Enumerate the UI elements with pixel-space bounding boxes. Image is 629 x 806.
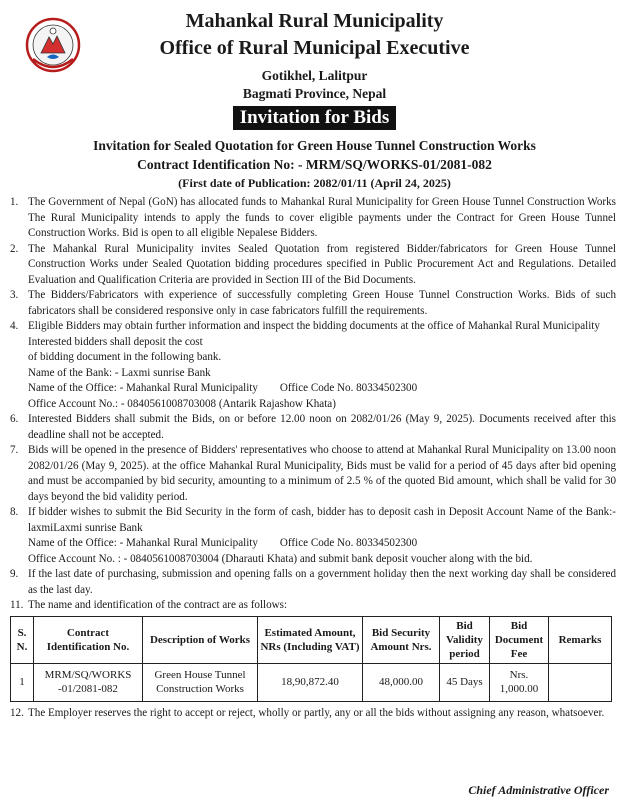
list-item: 8. If bidder wishes to submit the Bid Security in the form of cash, bidder has to deposit cash in Deposit Account Name of the Bank:-laxmiLaxmi sunrise Bank Name of the Office: - Mahankal Rural Municipality Office Code No. 80334502300 Office Account No. : - 0840561008703004 (Dharauti Khata) and submit bank deposit voucher along with the bid. — [10, 506, 616, 565]
notice-body — [10, 195, 616, 721]
publication-date: (First date of Publication: 2082/01/11 (April 24, 2025) — [178, 176, 451, 190]
contract-id-title: Contract Identification No: - MRM/SQ/WORKS-01/2081-082 — [137, 157, 492, 172]
col-document-fee: Bid Document Fee — [490, 616, 549, 663]
col-remarks: Remarks — [549, 616, 612, 663]
list-item: 1. The Government of Nepal (GoN) has allocated funds to Mahankal Rural Municipality for Green House Tunnel Construction Works The Rural Municipality intends to apply the funds to cover eligible payments under the Contract for Green House Tunnel Construction Works. Bid is open to all eligible Nepalese Bidders. — [10, 196, 616, 239]
list-item: 12. The Employer reserves the right to accept or reject, wholly or partly, any or all the bids without assigning any reason, whatsoever. — [10, 706, 605, 719]
address-line: Gotikhel, Lalitpur — [261, 68, 368, 83]
list-item: 11. The name and identification of the contract are as follows: — [10, 599, 288, 611]
col-estimated-amount: Estimated Amount, NRs (Including VAT) — [258, 616, 363, 663]
col-sn: S. N. — [11, 616, 34, 663]
invitation-banner: Invitation for Bids — [233, 106, 397, 130]
col-contract-id: Contract Identification No. — [34, 616, 143, 663]
list-item: 7. Bids will be opened in the presence of Bidders' representatives who choose to attend at Mahankal Rural Municipality on 13.00 noon 2082/01/26 (May 9, 2025). at the office Mahankal Rural Municipality, Bids must be valid for a period of 45 days after bid opening and must be accompanied by bid security, amounting to a minimum of 2.5 % of the quoted Bid amount, which shall be valid for 30 days beyond the bid validity period. — [10, 444, 616, 503]
table-row: 1 MRM/SQ/WORKS -01/2081-082 Green House Tunnel Construction Works 18,90,872.40 48,000.00 45 Days Nrs. 1,000.00 — [11, 663, 612, 701]
list-item: 2. The Mahankal Rural Municipality invites Sealed Quotation from registered Bidder/fabricators for Green House Tunnel Construction Works under Sealed Quotation bidding procedures specified in Public Procurement Act and Regulations. Detailed Evaluation and Qualification Criteria are provided in Section III of the Bid Documents. — [10, 242, 616, 286]
list-item: 4. Eligible Bidders may obtain further information and inspect the bidding documents at the office of Mahankal Rural Municipality Interested bidders shall deposit the cost of bidding document in the following bank. Name of the Bank: - Laxmi sunrise Bank Name of the Office: - Mahankal Rural Municipality Office Code No. 80334502300 Office Account No.: - 0840561008703008 (Antarik Rajashow Khata) — [10, 320, 600, 410]
col-bid-validity: Bid Validity period — [440, 616, 490, 663]
signatory: Chief Administrative Officer — [468, 783, 609, 797]
province-line: Bagmati Province, Nepal — [242, 86, 387, 101]
table-header-row — [11, 616, 612, 663]
contract-table — [10, 616, 612, 702]
quotation-title: Invitation for Sealed Quotation for Green House Tunnel Construction Works — [93, 138, 536, 153]
list-item: 3. The Bidders/Fabricators with experience of successfully completing Green House Tunnel Construction Works. Bids of such fabricators shall be considered responsive only in case fabricators fulfill the requirements. — [10, 289, 616, 317]
municipality-title: Mahankal Rural Municipality — [185, 10, 444, 32]
col-bid-security: Bid Security Amount Nrs. — [363, 616, 440, 663]
office-title: Office of Rural Municipal Executive — [159, 37, 470, 59]
col-description: Description of Works — [143, 616, 258, 663]
list-item: 9. If the last date of purchasing, submission and opening falls on a government holiday then the next working day shall be considered as the last day. — [10, 568, 616, 596]
list-item: 6. Interested Bidders shall submit the Bids, on or before 12.00 noon on 2082/01/26 (May 9, 2025). Documents received after this deadline shall not be accepted. — [10, 413, 616, 441]
